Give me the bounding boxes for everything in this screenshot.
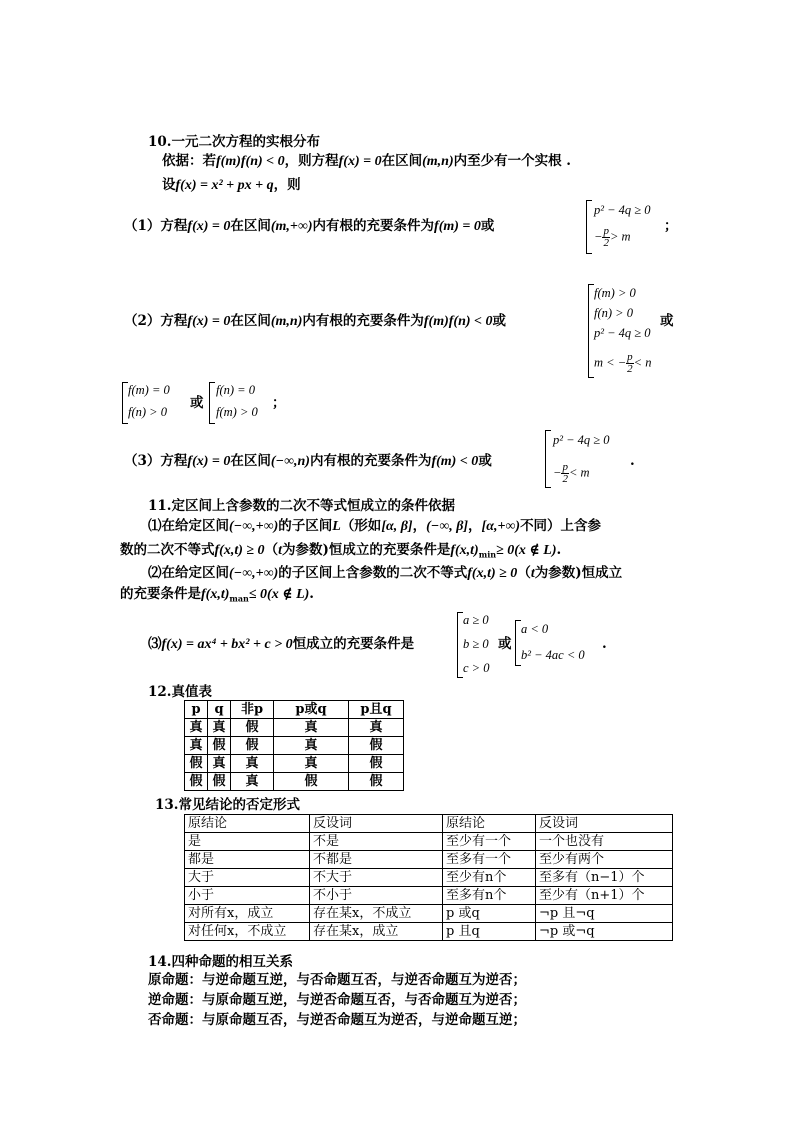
table-cell: ¬p 或¬q: [536, 923, 673, 941]
table-cell: 至少有一个: [443, 833, 536, 851]
table-cell: 小于: [185, 887, 310, 905]
or-text: 或: [190, 395, 204, 411]
table-row: [185, 755, 404, 773]
brace: [545, 430, 551, 488]
table-cell: 假: [185, 773, 208, 791]
section-14-line: 逆命题：与原命题互逆，与逆否命题互否，与否命题互为逆否；: [148, 992, 526, 1008]
system-line: p² − 4q ≥ 0: [553, 433, 610, 447]
section-10-title: 10.一元二次方程的实根分布: [148, 134, 320, 150]
system-line: c > 0: [463, 661, 490, 675]
table-cell: 假: [349, 755, 404, 773]
table-header-cell: 非p: [231, 701, 274, 719]
system-line: b ≥ 0: [463, 637, 489, 651]
table-header-cell: 反设词: [310, 815, 443, 833]
table-cell: 对任何x，不成立: [185, 923, 310, 941]
system-line: a ≥ 0: [463, 613, 489, 627]
table-cell: 假: [208, 737, 231, 755]
table-cell: 真: [274, 737, 349, 755]
section-10-set: 设f(x) = x² + px + q，则: [162, 177, 301, 193]
or-text: 或: [498, 636, 512, 652]
system-line: p² − 4q ≥ 0: [594, 203, 651, 217]
table-cell: 假: [274, 773, 349, 791]
table-cell: 至多有一个: [443, 851, 536, 869]
table-row: [185, 905, 673, 923]
table-cell: 不小于: [310, 887, 443, 905]
system-line: f(m) = 0: [128, 383, 170, 397]
system-line: b² − 4ac < 0: [521, 648, 585, 662]
system-line: − $\frac{p}{2}$ > m: [594, 225, 631, 249]
table-cell: 对所有x，成立: [185, 905, 310, 923]
table-row: [185, 887, 673, 905]
table-cell: 存在某x，不成立: [310, 905, 443, 923]
section-12-title: 12.真值表: [148, 684, 212, 700]
section-11-p1-cont: 数的二次不等式f(x,t) ≥ 0（t为参数)恒成立的充要条件是$f(x,t)_{min}\ge 0(x$ ∉ L).: [120, 542, 562, 560]
table-row: [185, 737, 404, 755]
brace: [209, 382, 215, 424]
table-header-cell: q: [208, 701, 231, 719]
table-cell: 真: [231, 755, 274, 773]
system-line: − $\frac{p}{2}$ < m: [553, 461, 590, 485]
table-row: [185, 773, 404, 791]
section-14-title: 14.四种命题的相互关系: [148, 954, 293, 970]
section-11-p1: ⑴在给定区间(−∞,+∞)的子区间L（形如[α, β]，(−∞, β]，[α,+∞)不同）上含参: [148, 518, 602, 534]
section-11-p3-end: .: [602, 636, 607, 652]
table-row: [185, 833, 673, 851]
table-header-cell: 反设词: [536, 815, 673, 833]
section-10-basis: 依据：若f(m)f(n) < 0，则方程f(x) = 0在区间(m,n)内至少有一个实根 .: [162, 153, 572, 169]
condition-1-end: ；: [664, 218, 678, 234]
table-cell: 都是: [185, 851, 310, 869]
table-cell: 是: [185, 833, 310, 851]
section-14-line: 否命题：与原命题互否，与逆否命题互为逆否，与逆命题互逆；: [148, 1012, 526, 1028]
table-cell: 真: [185, 719, 208, 737]
section-11-p2: ⑵在给定区间(−∞,+∞)的子区间上含参数的二次不等式f(x,t) ≥ 0（t为参数)恒成立: [148, 565, 623, 581]
table-cell: 假: [231, 737, 274, 755]
section-14-line: 原命题：与逆命题互逆，与否命题互否，与逆否命题互为逆否；: [148, 972, 526, 988]
system-line: f(n) > 0: [594, 306, 633, 320]
table-row: [185, 869, 673, 887]
table-cell: 假: [208, 773, 231, 791]
system-line: p² − 4q ≥ 0: [594, 326, 651, 340]
section-13-title: 13.常见结论的否定形式: [155, 797, 300, 813]
table-cell: 一个也没有: [536, 833, 673, 851]
condition-3-end: .: [630, 453, 635, 469]
table-header-cell: p: [185, 701, 208, 719]
condition-3: （3）方程f(x) = 0在区间(−∞,n)内有根的充要条件为f(m) < 0或: [124, 453, 492, 469]
condition-2: （2）方程f(x) = 0在区间(m,n)内有根的充要条件为f(m)f(n) < 0或: [124, 313, 507, 329]
table-cell: 假: [349, 737, 404, 755]
table-cell: 假: [349, 773, 404, 791]
table-header-cell: 原结论: [443, 815, 536, 833]
table-cell: 真: [185, 737, 208, 755]
table-cell: 大于: [185, 869, 310, 887]
table-cell: 真: [349, 719, 404, 737]
table-row: [185, 851, 673, 869]
condition-2b-end: ；: [272, 395, 286, 411]
table-cell: 假: [231, 719, 274, 737]
table-cell: 至多有n个: [443, 887, 536, 905]
section-11-p2-cont: 的充要条件是$f(x,t)_{man}\le 0(x$ ∉ L).: [120, 586, 314, 604]
system-line: f(m) > 0: [594, 286, 636, 300]
section-11-title: 11.定区间上含参数的二次不等式恒成立的条件依据: [148, 498, 455, 514]
table-row: [185, 719, 404, 737]
condition-2-end: 或: [660, 313, 674, 329]
condition-1: （1）方程f(x) = 0在区间(m,+∞)内有根的充要条件为f(m) = 0或: [124, 218, 495, 234]
table-cell: 不都是: [310, 851, 443, 869]
table-header-cell: 原结论: [185, 815, 310, 833]
negation-table: [184, 814, 673, 941]
table-cell: 存在某x，成立: [310, 923, 443, 941]
table-header-cell: p或q: [274, 701, 349, 719]
truth-table: [184, 700, 404, 791]
system-line: f(n) = 0: [216, 383, 255, 397]
table-cell: ¬p 且¬q: [536, 905, 673, 923]
table-cell: 真: [208, 719, 231, 737]
system-line: a < 0: [521, 622, 549, 636]
table-cell: 假: [185, 755, 208, 773]
table-cell: 至少有两个: [536, 851, 673, 869]
table-cell: 真: [208, 755, 231, 773]
brace: [586, 200, 592, 254]
table-row: [185, 923, 673, 941]
table-cell: 不大于: [310, 869, 443, 887]
table-cell: 真: [274, 755, 349, 773]
table-cell: 真: [274, 719, 349, 737]
table-cell: 不是: [310, 833, 443, 851]
table-cell: p 且q: [443, 923, 536, 941]
table-header-cell: p且q: [349, 701, 404, 719]
table-header-row: [185, 701, 404, 719]
table-cell: 真: [231, 773, 274, 791]
system-line: f(m) > 0: [216, 405, 258, 419]
table-cell: 至多有（n−1）个: [536, 869, 673, 887]
section-11-p3: ⑶f(x) = ax⁴ + bx² + c > 0恒成立的充要条件是: [148, 636, 415, 652]
table-cell: p 或q: [443, 905, 536, 923]
table-cell: 至少有n个: [443, 869, 536, 887]
table-header-row: [185, 815, 673, 833]
system-line: f(n) > 0: [128, 405, 167, 419]
table-cell: 至少有（n+1）个: [536, 887, 673, 905]
system-line: m < − $\frac{p}{2}$ < n: [594, 351, 652, 375]
